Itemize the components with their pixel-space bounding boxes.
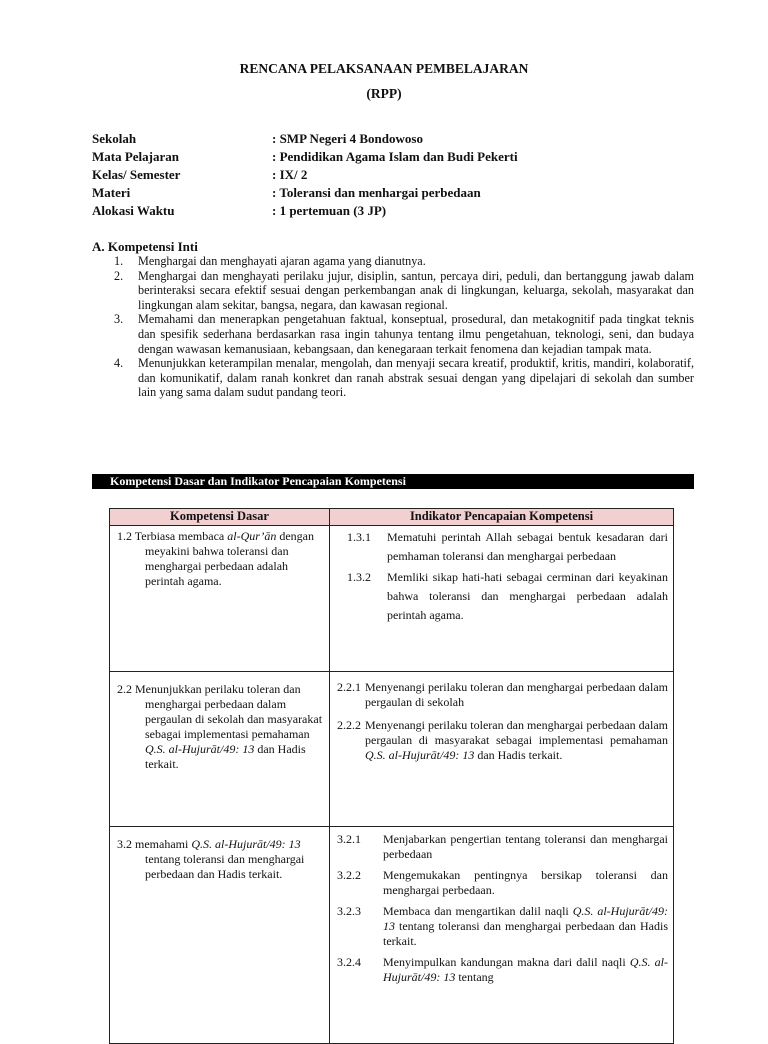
identity-row-kelas <box>92 166 518 184</box>
table-header-indikator: Indikator Pencapaian Kompetensi <box>330 509 674 526</box>
table-header-row <box>110 509 674 526</box>
indicator-item: 1.3.1 Mematuhi perintah Allah sebagai bentuk kesadaran dari pemhaman toleransi dan menghargai perbedaan <box>347 530 668 563</box>
identity-value: : SMP Negeri 4 Bondowoso <box>272 131 423 146</box>
identity-value: : Pendidikan Agama Islam dan Budi Pekerti <box>272 149 518 164</box>
kd-cell <box>110 526 330 672</box>
section-bar-kompetensi-dasar <box>92 474 694 489</box>
identity-label: Sekolah <box>92 131 137 146</box>
list-item <box>114 254 694 269</box>
identity-label: Kelas/ Semester <box>92 167 181 182</box>
indicator-item: 3.2.3 Membaca dan mengartikan dalil naqli Q.S. al-Hujurāt/49: 13 tentang toleransi dan menghargai perbedaan dan Hadis terkait. <box>337 904 668 948</box>
list-item <box>114 269 694 313</box>
indicator-item: 3.2.2 Mengemukakan pentingnya bersikap toleransi dan menghargai perbedaan. <box>337 868 668 897</box>
list-text: Menunjukkan keterampilan menalar, mengolah, dan menyaji secara kreatif, produktif, kritis, mandiri, kolaboratif, dan komunikatif, dalam ranah konkret dan ranah abstrak sesuai dengan yang dipelajari di sekolah dan sumber lain yang sama dalam sudut pandang teori. <box>138 356 694 400</box>
indicator-item: 2.2.1 Menyenangi perilaku toleran dan menghargai perbedaan dalam pergaulan di sekolah <box>337 680 668 709</box>
kompetensi-table <box>109 508 674 1044</box>
list-text: Menghargai dan menghayati perilaku jujur, disiplin, santun, percaya diri, peduli, dan bertanggung jawab dalam berinteraksi secara efektif sesuai dengan perkembangan anak di lingkungan, keluarga, sekolah, masyarakat dan lingkungan alam sekitar, bangsa, negara, dan kawasan regional. <box>138 268 694 312</box>
identity-row-sekolah <box>92 130 518 148</box>
kd-cell <box>110 672 330 827</box>
list-number: 1. <box>114 254 124 268</box>
indicator-cell <box>330 526 674 672</box>
kd-text: 1.2 Terbiasa membaca al-Qur’ān dengan meyakini bahwa toleransi dan menghargai perbedaan adalah perintah agama. <box>117 529 314 588</box>
kd-cell <box>110 827 330 1044</box>
kompetensi-inti-list <box>114 254 694 400</box>
indicator-item: 1.3.2 Memliki sikap hati-hati sebagai cerminan dari keyakinan bahwa toleransi dan menghargai perbedaan adalah perintah agama. <box>347 570 668 622</box>
indicator-item: 2.2.2 Menyenangi perilaku toleran dan menghargai perbedaan dalam pergaulan di masyarakat sebagai implementasi pemahaman Q.S. al-Hujurāt/49: 13 dan Hadis terkait. <box>337 718 668 762</box>
identity-row-mapel <box>92 148 518 166</box>
list-number: 3. <box>114 312 124 327</box>
identity-value: : 1 pertemuan (3 JP) <box>272 203 387 218</box>
table-row <box>110 526 674 672</box>
list-text: Menghargai dan menghayati ajaran agama yang dianutnya. <box>138 254 426 268</box>
document-title: RENCANA PELAKSANAAN PEMBELAJARAN <box>239 61 529 76</box>
identity-label: Alokasi Waktu <box>92 203 175 218</box>
document-subtitle: (RPP) <box>366 86 402 101</box>
indicator-cell <box>330 672 674 827</box>
section-bar-label: Kompetensi Dasar dan Indikator Pencapaian Kompetensi <box>110 474 406 488</box>
list-text: Memahami dan menerapkan pengetahuan faktual, konseptual, prosedural, dan metakognitif pada tingkat teknis dan spesifik sederhana berdasarkan rasa ingin tahunya tentang ilmu pengetahuan, teknologi, seni, dan budaya dengan wawasan kemanusiaan, kebangsaan, dan kenegaraan terkait fenomena dan kejadian tampak mata. <box>138 312 694 356</box>
list-number: 4. <box>114 356 124 371</box>
identity-row-materi <box>92 184 518 202</box>
identity-label: Materi <box>92 185 131 200</box>
kd-text: 3.2 memahami Q.S. al-Hujurāt/49: 13 tentang toleransi dan menghargai perbedaan dan Hadis terkait. <box>117 837 305 881</box>
section-heading-kompetensi-inti: A. Kompetensi Inti <box>92 239 198 254</box>
indicator-item: 3.2.1 Menjabarkan pengertian tentang toleransi dan menghargai perbedaan <box>337 832 668 861</box>
list-item <box>114 312 694 356</box>
table-header-kompetensi-dasar: Kompetensi Dasar <box>110 509 330 526</box>
identity-value: : Toleransi dan menhargai perbedaan <box>272 185 481 200</box>
table-row <box>110 827 674 1044</box>
identity-value: : IX/ 2 <box>272 167 308 182</box>
kd-text: 2.2 Menunjukkan perilaku toleran dan menghargai perbedaan dalam pergaulan di sekolah dan masyarakat sebagai implementasi pemahaman Q.S. al-Hujurāt/49: 13 dan Hadis terkait. <box>117 682 323 771</box>
indicator-cell <box>330 827 674 1044</box>
identity-label: Mata Pelajaran <box>92 149 180 164</box>
table-row <box>110 672 674 827</box>
identity-block <box>92 130 518 220</box>
indicator-item: 3.2.4 Menyimpulkan kandungan makna dari dalil naqli Q.S. al-Hujurāt/49: 13 tentang <box>337 955 668 984</box>
identity-row-alokasi <box>92 202 518 220</box>
list-number: 2. <box>114 268 124 283</box>
list-item <box>114 356 694 400</box>
